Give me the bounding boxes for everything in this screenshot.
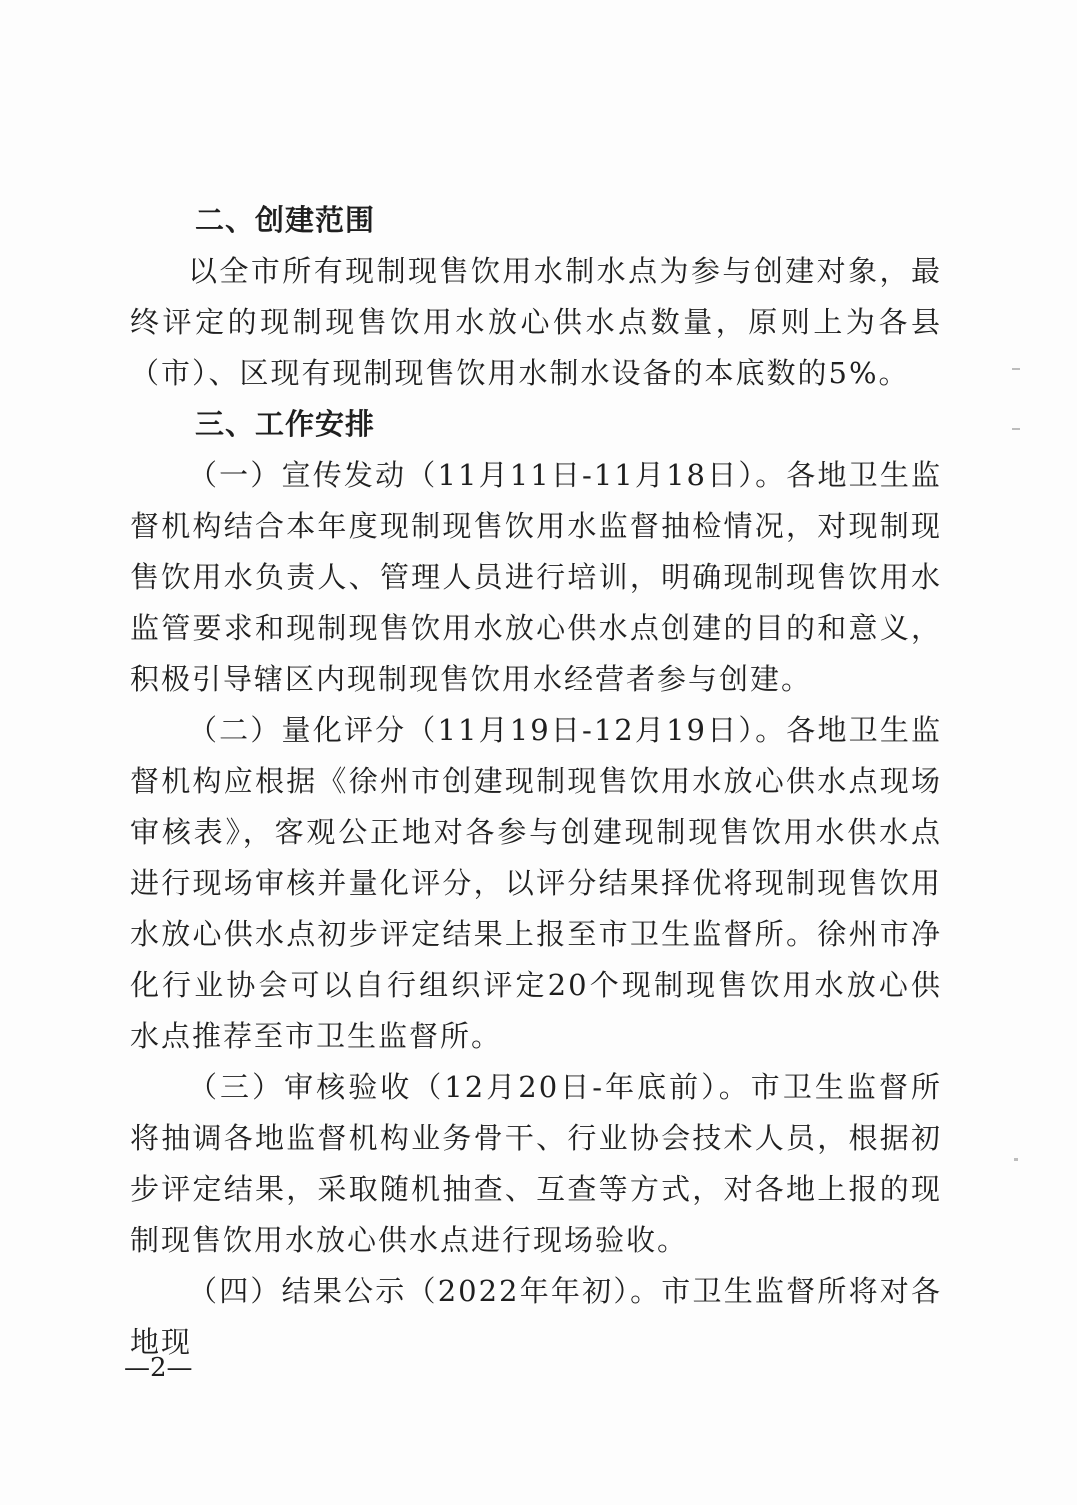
document-body xyxy=(130,195,942,1368)
paragraph-publication: （四）结果公示（2022年年初）。市卫生监督所将对各地现 xyxy=(130,1274,942,1359)
section-heading-arrangement: 三、工作安排 xyxy=(195,407,376,441)
paragraph-acceptance: （三）审核验收（12月20日-年底前）。市卫生监督所将抽调各地监督机构业务骨干、行业协会技术人员，根据初步评定结果，采取随机抽查、互查等方式，对各地上报的现制现售饮用水放心供水点进行现场验收。 xyxy=(130,1070,942,1257)
paragraph-scoring: （二）量化评分（11月19日-12月19日）。各地卫生监督机构应根据《徐州市创建现制现售饮用水放心供水点现场审核表》，客观公正地对各参与创建现制现售饮用水供水点进行现场审核并量化评分，以评分结果择优将现制现售饮用水放心供水点初步评定结果上报至市卫生监督所。徐州市净化行业协会可以自行组织评定20个现制现售饮用水放心供水点推荐至市卫生监督所。 xyxy=(130,713,942,1053)
section-heading-scope: 二、创建范围 xyxy=(195,203,376,237)
paragraph-publicity: （一）宣传发动（11月11日-11月18日）。各地卫生监督机构结合本年度现制现售饮用水监督抽检情况，对现制现售饮用水负责人、管理人员进行培训，明确现制现售饮用水监管要求和现制现售饮用水放心供水点创建的目的和意义，积极引导辖区内现制现售饮用水经营者参与创建。 xyxy=(130,458,942,696)
scan-mark xyxy=(1012,368,1020,370)
paragraph-scope: 以全市所有现制现售饮用水制水点为参与创建对象，最终评定的现制现售饮用水放心供水点数量，原则上为各县（市）、区现有现制现售饮用水制水设备的本底数的5%。 xyxy=(130,254,942,390)
page-number: —2— xyxy=(124,1353,193,1383)
scan-mark xyxy=(1012,428,1020,430)
scan-mark xyxy=(1014,1158,1018,1161)
